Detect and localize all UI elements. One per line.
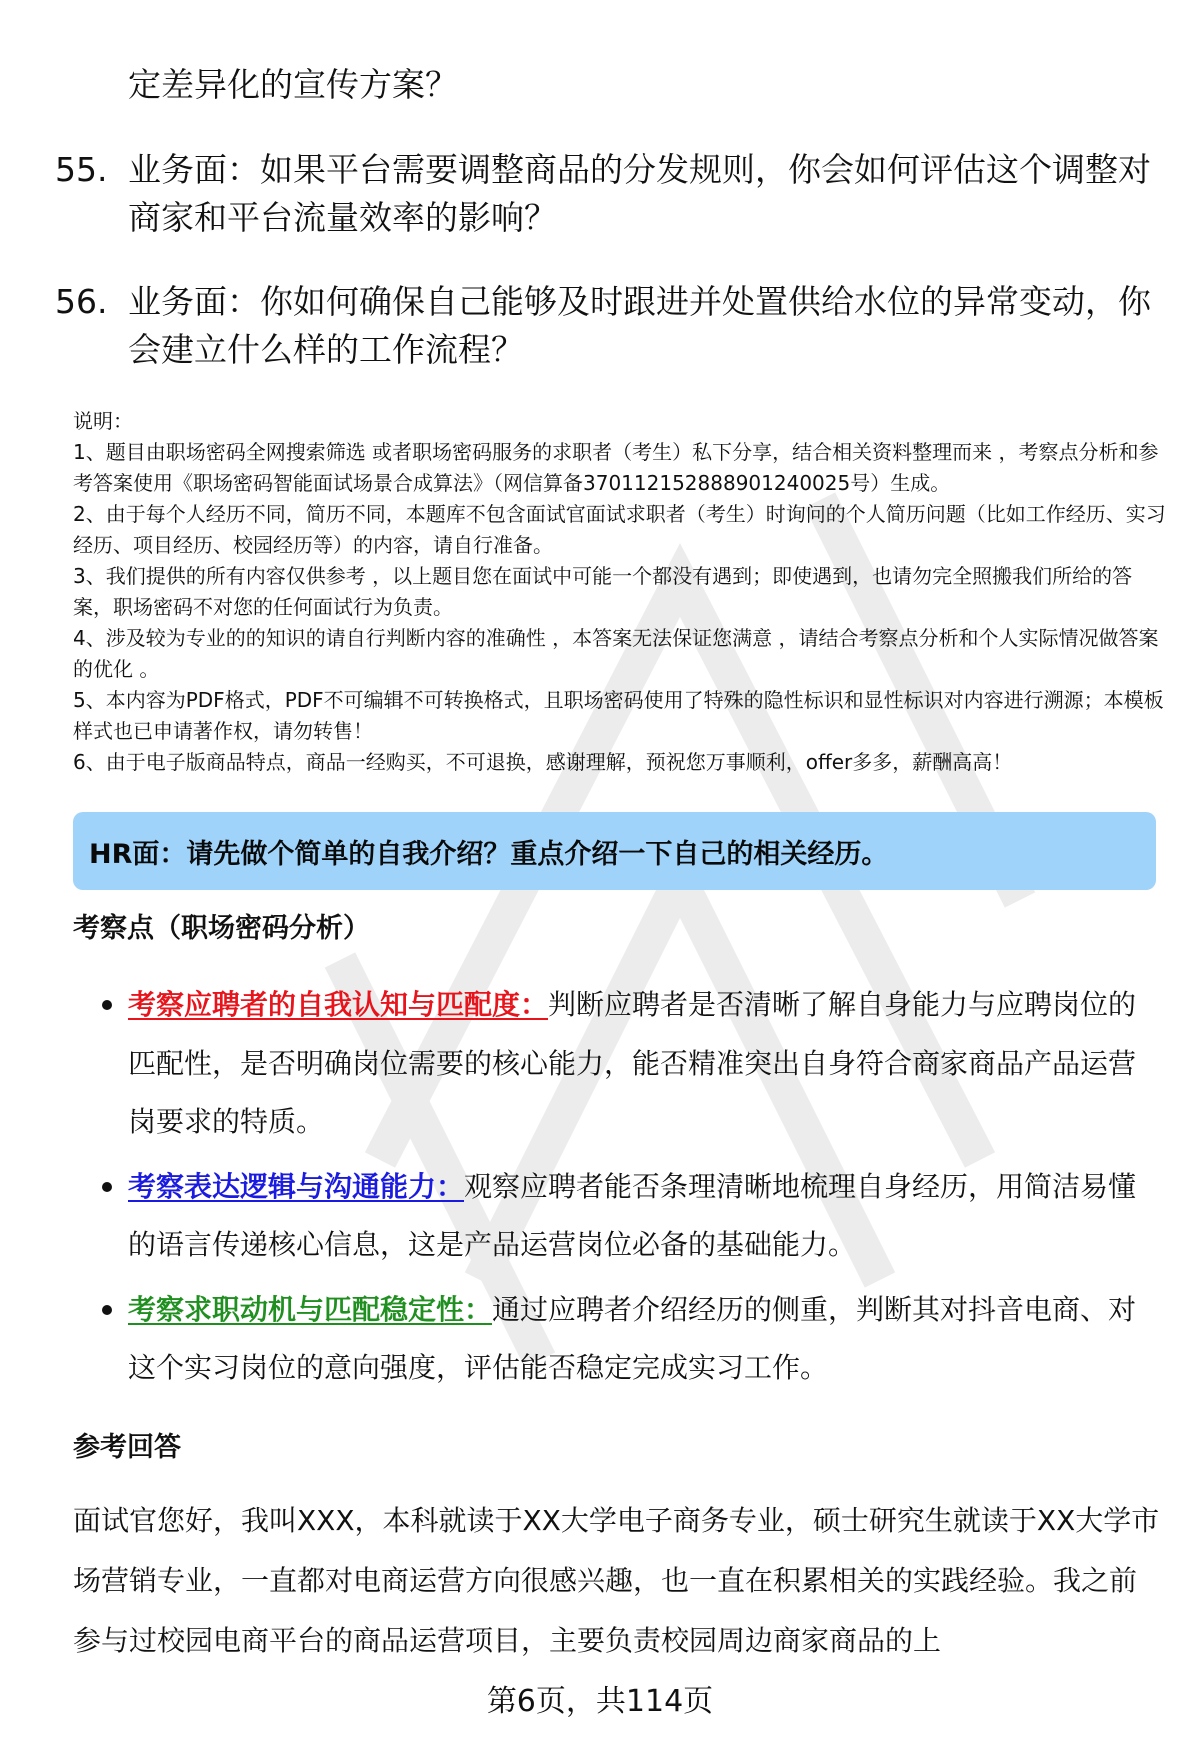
note-item: 1、题目由职场密码全网搜索筛选 或者职场密码服务的求职者（考生）私下分享，结合相关资料整理而来 ，考察点分析和参考答案使用《职场密码智能面试场景合成算法》（网信算备370112152888901240025号）生成。: [73, 440, 1159, 495]
bullet-dot-icon: [102, 1182, 112, 1192]
notes-section: [73, 406, 1168, 778]
question-text: 业务面：如果平台需要调整商品的分发规则，你会如何评估这个调整对商家和平台流量效率的影响？: [128, 150, 1151, 237]
analysis-bullet: [128, 1281, 1148, 1398]
note-item: 2、由于每个人经历不同，简历不同，本题库不包含面试官面试求职者（考生）时询问的个人简历问题（比如工作经历、实习经历、项目经历、校园经历等）的内容，请自行准备。: [73, 502, 1166, 557]
question-56: [55, 278, 1165, 374]
question-number: 55.: [55, 150, 108, 189]
page-number: 第6页，共114页: [486, 1684, 714, 1719]
analysis-bullet: [128, 976, 1148, 1152]
reference-answer-title: 参考回答: [73, 1432, 181, 1463]
notes-title: 说明：: [73, 409, 133, 433]
bullet-heading: 考察应聘者的自我认知与匹配度：: [128, 988, 549, 1021]
analysis-bullet-list: [128, 976, 1148, 1404]
note-item: 4、涉及较为专业的的知识的请自行判断内容的准确性 ，本答案无法保证您满意 ，请结合考察点分析和个人实际情况做答案的优化 。: [73, 626, 1159, 681]
note-item: 6、由于电子版商品特点，商品一经购买，不可退换，感谢理解，预祝您万事顺利，offer多多，薪酬高高！: [73, 750, 1013, 774]
bullet-dot-icon: [102, 1000, 112, 1010]
reference-answer-text: 面试官您好，我叫XXX，本科就读于XX大学电子商务专业，硕士研究生就读于XX大学市场营销专业，一直都对电商运营方向很感兴趣，也一直在积累相关的实践经验。我之前参与过校园电商平台的商品运营项目，主要负责校园周边商家商品的上: [73, 1504, 1160, 1657]
analysis-bullet: [128, 1158, 1148, 1275]
bullet-heading: 考察表达逻辑与沟通能力：: [128, 1169, 465, 1203]
hr-question-text: HR面：请先做个简单的自我介绍？重点介绍一下自己的相关经历。: [89, 838, 889, 870]
note-item: 3、我们提供的所有内容仅供参考 ，以上题目您在面试中可能一个都没有遇到；即使遇到，也请勿完全照搬我们所给的答案，职场密码不对您的任何面试行为负责。: [73, 564, 1133, 619]
previous-question-continuation: 定差异化的宣传方案？: [128, 65, 458, 104]
bullet-body: 判断应聘者是否清晰了解自身能力与应聘岗位的匹配性，是否明确岗位需要的核心能力，能否精准突出自身符合商家商品产品运营岗要求的特质。: [128, 988, 1137, 1138]
bullet-dot-icon: [102, 1305, 112, 1315]
bullet-body: 观察应聘者能否条理清晰地梳理自身经历，用简洁易懂的语言传递核心信息，这是产品运营岗位必备的基础能力。: [128, 1169, 1137, 1261]
bullet-heading: 考察求职动机与匹配稳定性：: [128, 1292, 493, 1326]
bullet-body: 通过应聘者介绍经历的侧重，判断其对抖音电商、对这个实习岗位的意向强度，评估能否稳定完成实习工作。: [128, 1292, 1137, 1384]
question-number: 56.: [55, 282, 108, 321]
question-text: 业务面：你如何确保自己能够及时跟进并处置供给水位的异常变动，你会建立什么样的工作流程？: [128, 282, 1151, 369]
question-55: [55, 146, 1165, 242]
hr-question-banner: [73, 812, 1156, 890]
analysis-title: 考察点（职场密码分析）: [73, 913, 370, 944]
note-item: 5、本内容为PDF格式，PDF不可编辑不可转换格式，且职场密码使用了特殊的隐性标识和显性标识对内容进行溯源；本模板样式也已申请著作权，请勿转售！: [73, 688, 1164, 743]
